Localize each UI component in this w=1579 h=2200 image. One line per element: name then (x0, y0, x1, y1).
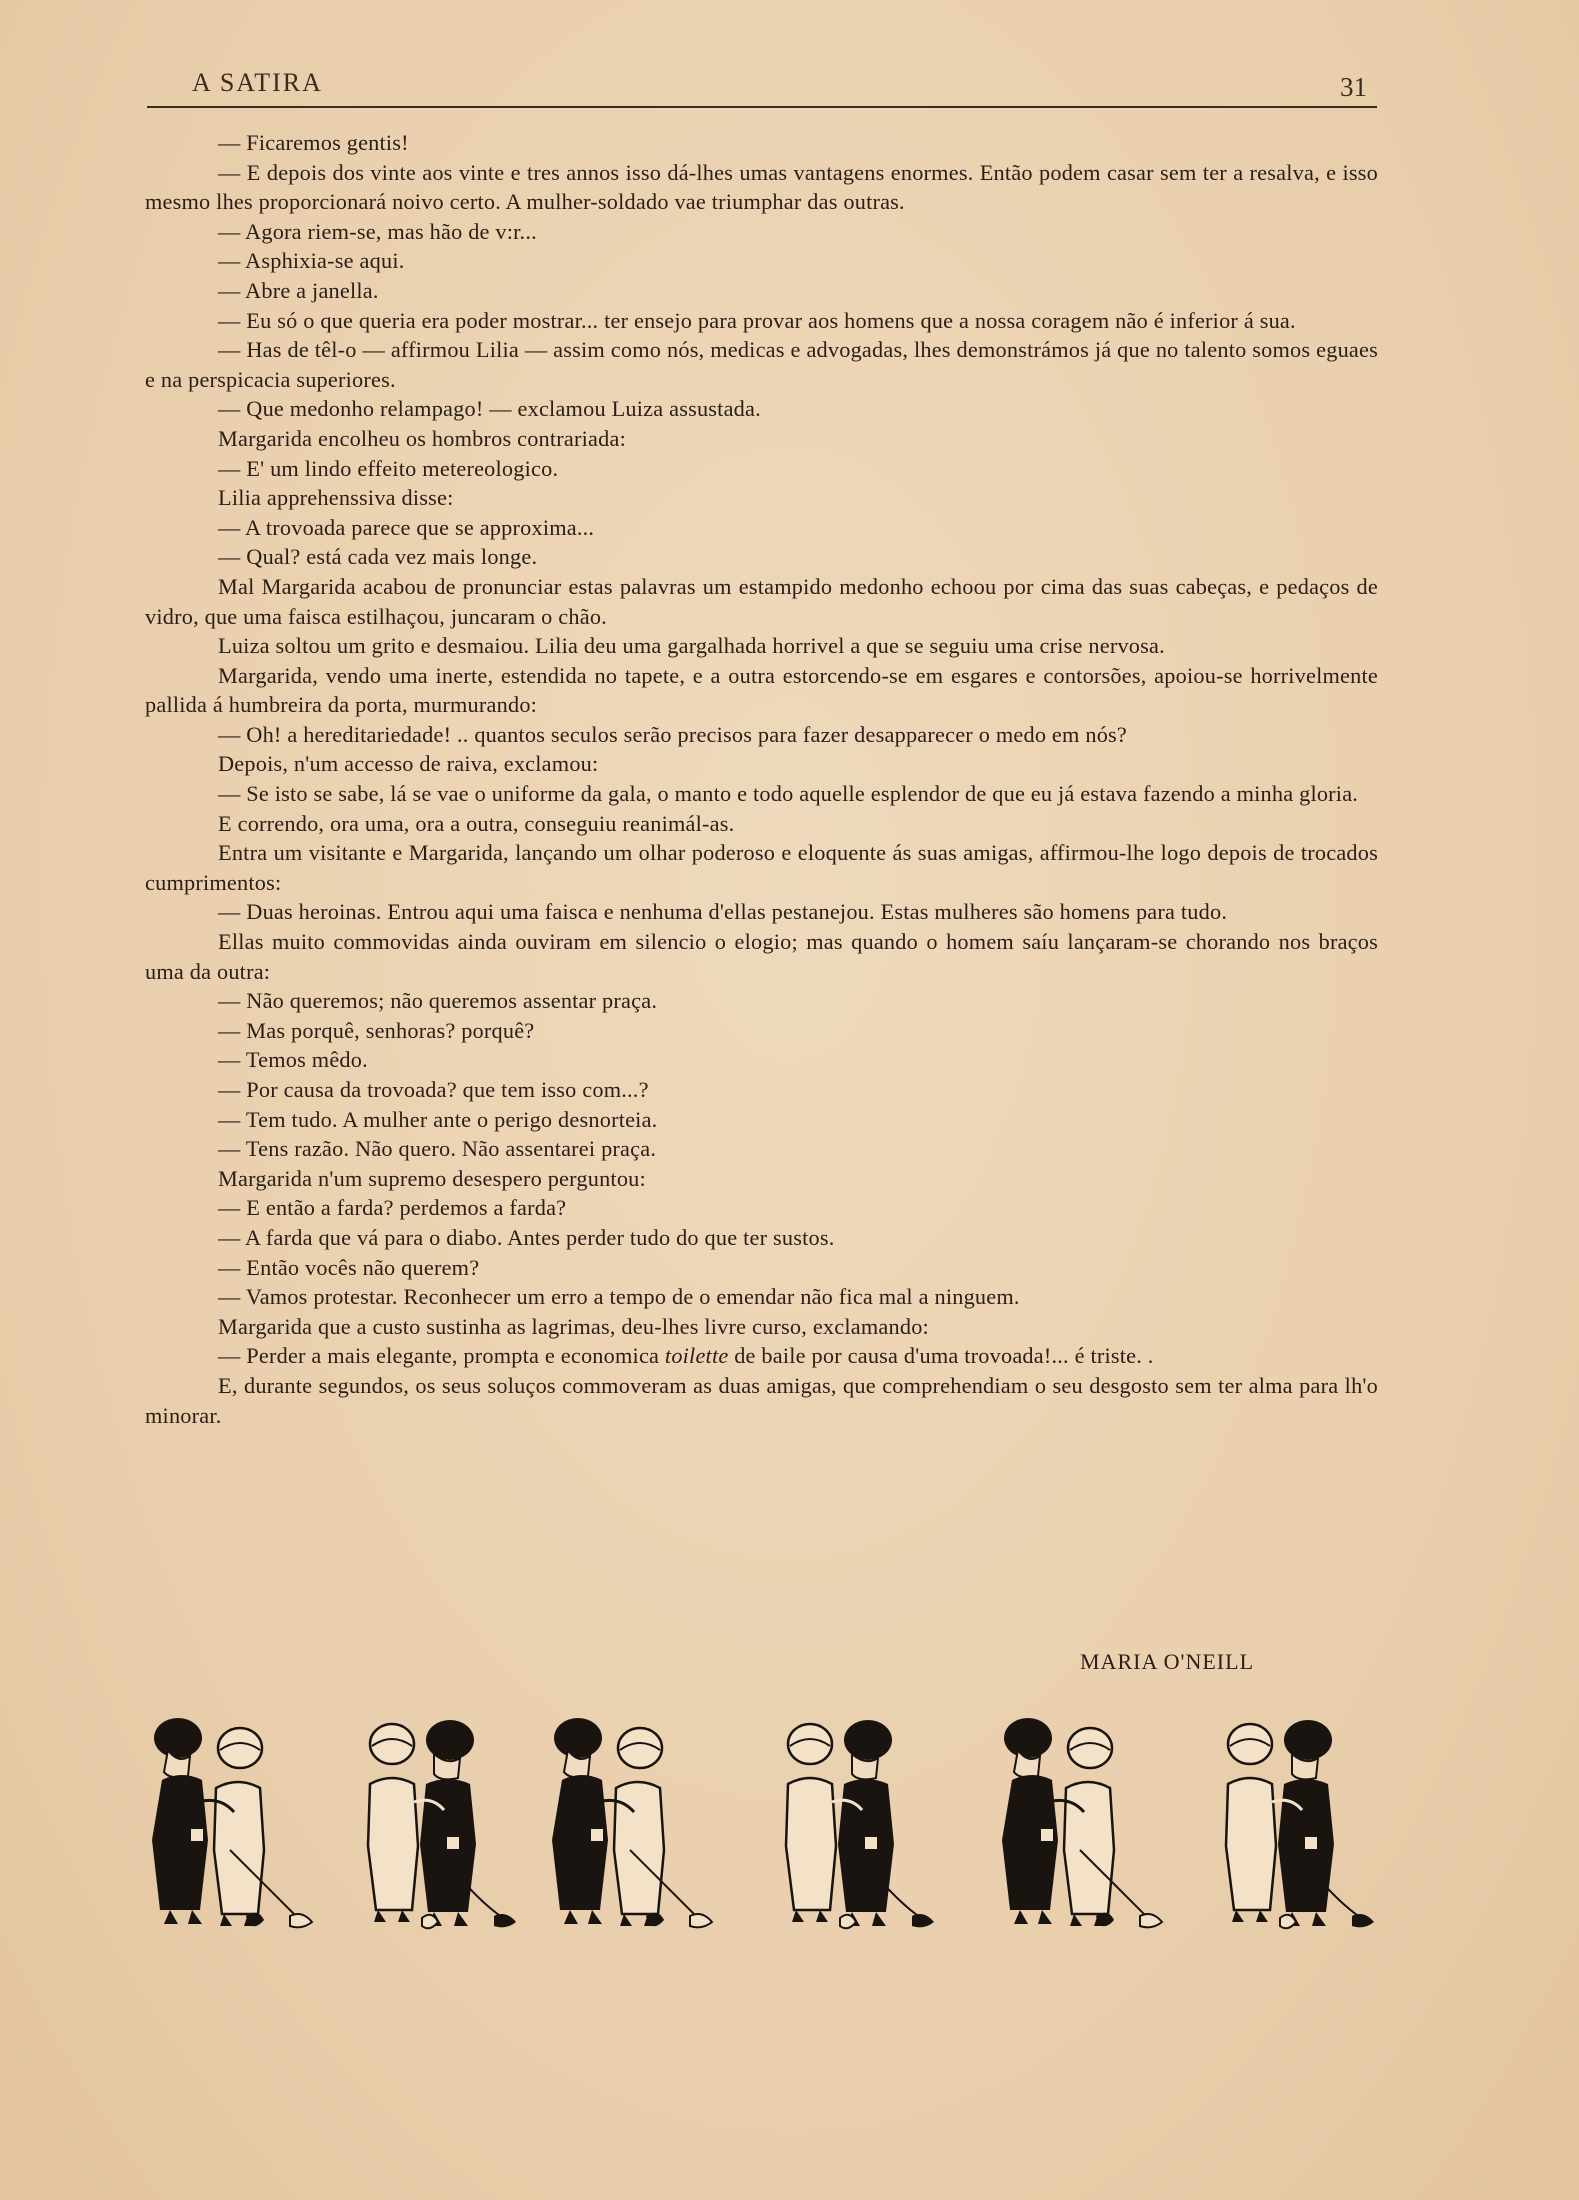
paragraph: — E então a farda? perdemos a farda? (218, 1195, 567, 1221)
paragraph: — Abre a janella. (218, 277, 379, 303)
author-signature: MARIA O'NEILL (1080, 1649, 1255, 1674)
paragraph: — Duas heroinas. Entrou aqui uma faisca e nenhuma d'ellas pestanejou. Estas mulheres são homens para tudo. (218, 899, 1228, 925)
frieze-pair-5 (1002, 1718, 1162, 1927)
paragraph: Margarida, vendo uma inerte, estendida no tapete, e a outra estorcendo-se em esgares e contorsões, apoiou-se horrivelmente pallida á humbreira da porta, murmurando: (145, 662, 1378, 718)
paragraph: — Tens razão. Não quero. Não assentarei praça. (218, 1136, 657, 1162)
paragraph: Entra um visitante e Margarida, lançando um olhar poderoso e eloquente ás suas amigas, affirmou-lhe logo depois de trocados cumprimentos: (145, 840, 1378, 895)
paragraph: — Mas porquê, senhoras? porquê? (218, 1017, 535, 1043)
illustration-frieze (140, 1690, 1420, 1970)
paragraph: — Eu só o que queria era poder mostrar... ter ensejo para provar aos homens que a nossa coragem não é inferior á sua. (218, 307, 1296, 333)
paragraph: Margarida encolheu os hombros contrariada: (218, 425, 626, 451)
paragraph: E correndo, ora uma, ora a outra, conseguiu reanimál-as. (218, 810, 735, 836)
italic-word: toilette (664, 1343, 729, 1369)
paragraph: — Qual? está cada vez mais longe. (218, 544, 538, 570)
paragraph: — Então vocês não querem? (218, 1254, 480, 1280)
paragraph: Margarida que a custo sustinha as lagrimas, deu-lhes livre curso, exclamando: (218, 1313, 929, 1339)
paragraph-with-italic (145, 1341, 1378, 1371)
paragraph: — E' um lindo effeito metereologico. (218, 455, 559, 481)
paragraph: — Oh! a hereditariedade! .. quantos seculos serão precisos para fazer desapparecer o medo em nós? (218, 721, 1128, 747)
paragraph: — Has de têl-o — affirmou Lilia — assim como nós, medicas e advogadas, lhes demonstrámos já que no talento somos eguaes e na perspicacia superiores. (145, 337, 1378, 392)
paragraph: — Que medonho relampago! — exclamou Luiza assustada. (218, 396, 761, 422)
magazine-title: A SATIRA (192, 68, 323, 97)
paragraph: — Vamos protestar. Reconhecer um erro a tempo de o emendar não fica mal a ninguem. (218, 1284, 1020, 1310)
paragraph: — E depois dos vinte aos vinte e tres annos isso dá-lhes umas vantagens enormes. Então podem casar sem ter a resalva, e isso mesmo lhes proporcionará noivo certo. A mulher-soldado vae triumphar das outras. (145, 159, 1378, 215)
paragraph: — A trovoada parece que se approxima... (218, 514, 595, 540)
text-run: de baile por causa d'uma trovoada!... é triste. . (728, 1343, 1154, 1369)
paragraph: — Asphixia-se aqui. (218, 248, 405, 274)
paragraph: Mal Margarida acabou de pronunciar estas palavras um estampido medonho echoou por cima das suas cabeças, e pedaços de vidro, que uma faisca estilhaçou, juncaram o chão. (145, 573, 1378, 629)
paragraph: — Temos mêdo. (218, 1047, 368, 1073)
frieze-pair-2 (368, 1720, 516, 1928)
page-header (147, 62, 1377, 108)
frieze-pair-4 (786, 1720, 934, 1928)
paragraph: Ellas muito commovidas ainda ouviram em silencio o elogio; mas quando o homem saíu lançaram-se chorando nos braços uma da outra: (145, 929, 1378, 984)
frieze-pair-6 (1226, 1720, 1374, 1928)
frieze-pair-1 (152, 1718, 312, 1927)
paragraph: Margarida n'um supremo desespero perguntou: (218, 1165, 646, 1191)
paragraph: — Por causa da trovoada? que tem isso com...? (218, 1077, 649, 1102)
text-run: — Perder a mais elegante, prompta e economica (218, 1343, 665, 1369)
paragraph: Depois, n'um accesso de raiva, exclamou: (218, 751, 599, 777)
paragraph: Lilia apprehenssiva disse: (218, 485, 454, 511)
paragraph: — Tem tudo. A mulher ante o perigo desnorteia. (218, 1106, 658, 1132)
paragraph: E, durante segundos, os seus soluços commoveram as duas amigas, que comprehendiam o seu desgosto sem ter alma para lh'o minorar. (145, 1372, 1378, 1428)
page-number: 31 (1340, 72, 1367, 102)
paragraph: — Se isto se sabe, lá se vae o uniforme da gala, o manto e todo aquelle esplendor de que eu já estava fazendo a minha gloria. (218, 781, 1359, 807)
paragraph: — Não queremos; não queremos assentar praça. (218, 988, 658, 1014)
paragraph: — A farda que vá para o diabo. Antes perder tudo do que ter sustos. (218, 1224, 835, 1250)
paragraph: Luiza soltou um grito e desmaiou. Lilia deu uma gargalhada horrivel a que se seguiu uma crise nervosa. (218, 633, 1165, 659)
frieze-pair-3 (552, 1718, 712, 1927)
paragraph: — Ficaremos gentis! (218, 130, 409, 155)
paragraph: — Agora riem-se, mas hão de v:r... (218, 218, 537, 244)
article-body (145, 128, 1378, 1430)
